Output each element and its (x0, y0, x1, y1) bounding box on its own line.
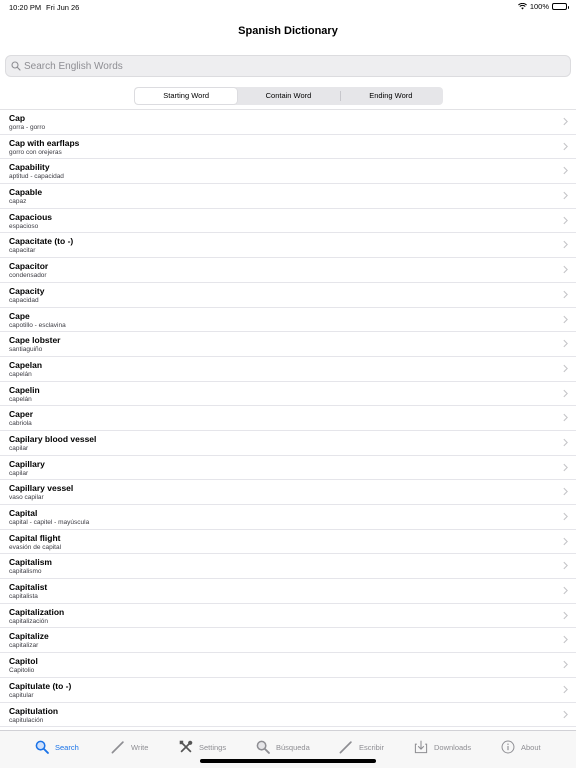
chevron-right-icon (563, 142, 568, 151)
chevron-right-icon (563, 364, 568, 373)
entry-translation: capitalista (9, 593, 38, 601)
entry-translation: evasión de capital (9, 543, 62, 551)
battery-percent: 100% (529, 2, 549, 11)
tab-search[interactable] (35, 739, 79, 755)
list-item[interactable] (0, 357, 576, 382)
entry-word: Cap with earflaps (9, 137, 80, 148)
search-icon (11, 61, 21, 71)
entry-translation: capitalización (9, 617, 49, 625)
page-title: Spanish Dictionary (238, 25, 338, 37)
chevron-right-icon (563, 265, 568, 274)
tab-label: Write (131, 742, 149, 752)
list-item[interactable] (0, 308, 576, 333)
entry-translation: capacidad (9, 296, 39, 304)
wifi-icon (518, 3, 527, 10)
tab-label: Downloads (434, 742, 472, 752)
entry-word: Cap (9, 113, 26, 123)
list-item[interactable] (0, 628, 576, 653)
tab-escribir[interactable] (339, 739, 384, 755)
list-item[interactable] (0, 703, 576, 728)
tab-label: Settings (199, 742, 227, 752)
list-item[interactable] (0, 110, 576, 135)
entry-word: Capital flight (9, 532, 61, 543)
chevron-right-icon (563, 512, 568, 521)
chevron-right-icon (563, 240, 568, 249)
chevron-right-icon (563, 191, 568, 200)
entry-translation: gorra - gorro (9, 124, 46, 131)
entry-translation: espacioso (9, 222, 39, 230)
list-item[interactable] (0, 135, 576, 160)
chevron-right-icon (563, 339, 568, 348)
entry-word: Capital (9, 508, 38, 518)
entry-word: Capitol (9, 656, 38, 667)
chevron-right-icon (563, 611, 568, 620)
chevron-right-icon (563, 537, 568, 546)
entry-translation: capital - capitel - mayúscula (9, 519, 90, 526)
segment-contain-word[interactable]: Contain Word (265, 91, 312, 100)
entry-word: Caper (9, 409, 34, 420)
word-list (0, 109, 576, 730)
list-item[interactable] (0, 579, 576, 604)
entry-word: Capability (9, 162, 50, 173)
battery-icon (552, 3, 567, 10)
list-item[interactable] (0, 382, 576, 407)
chevron-right-icon (563, 710, 568, 719)
chevron-right-icon (563, 438, 568, 447)
entry-translation: gorro con orejeras (9, 148, 62, 156)
list-item[interactable] (0, 233, 576, 258)
entry-word: Capelin (9, 384, 40, 395)
tools-icon (179, 740, 193, 754)
list-item[interactable] (0, 604, 576, 629)
entry-translation: capilar (9, 469, 29, 477)
chevron-right-icon (563, 586, 568, 595)
list-item[interactable] (0, 480, 576, 505)
segment-starting-word[interactable]: Starting Word (135, 88, 237, 104)
entry-translation: capelán (9, 395, 32, 403)
entry-word: Capitalist (9, 582, 48, 593)
tab-about[interactable] (501, 739, 541, 755)
info-icon (501, 740, 515, 754)
tab-downloads[interactable] (414, 739, 471, 755)
chevron-right-icon (563, 315, 568, 324)
entry-translation: capilar (9, 444, 29, 452)
chevron-right-icon (563, 166, 568, 175)
list-item[interactable] (0, 332, 576, 357)
status-time: 10:20 PM (9, 3, 42, 12)
tab-label: Búsqueda (276, 742, 310, 752)
entry-translation: capelán (9, 370, 32, 378)
entry-word: Capitulation (9, 705, 59, 716)
list-item[interactable] (0, 554, 576, 579)
tab-label: Search (55, 742, 79, 752)
entry-word: Capacitate (to -) (9, 236, 74, 247)
home-indicator (200, 759, 376, 763)
chevron-right-icon (563, 216, 568, 225)
search-bar[interactable] (5, 55, 571, 77)
entry-word: Capelan (9, 359, 43, 370)
entry-translation: capitalismo (9, 568, 42, 576)
entry-word: Cape lobster (9, 335, 61, 346)
list-item[interactable] (0, 505, 576, 530)
chevron-right-icon (563, 290, 568, 299)
entry-translation: aptitud - capacidad (9, 173, 64, 181)
list-item[interactable] (0, 431, 576, 456)
list-item[interactable] (0, 530, 576, 555)
entry-word: Cape (9, 310, 30, 321)
tab-settings[interactable] (179, 739, 226, 755)
entry-word: Capitalize (9, 631, 49, 642)
entry-word: Capable (9, 187, 43, 198)
chevron-right-icon (563, 117, 568, 126)
entry-word: Capitulate (to -) (9, 680, 72, 691)
entry-translation: capitalizar (9, 642, 39, 650)
list-item[interactable] (0, 159, 576, 184)
list-item[interactable] (0, 209, 576, 234)
entry-translation: capitulación (9, 716, 44, 724)
search-icon (256, 740, 270, 754)
entry-word: Capitalism (9, 557, 52, 568)
chevron-right-icon (563, 660, 568, 669)
list-item[interactable] (0, 653, 576, 678)
tab-write[interactable] (111, 739, 148, 755)
segment-ending-word[interactable]: Ending Word (340, 88, 442, 104)
tab-busqueda[interactable] (256, 739, 310, 755)
chevron-right-icon (563, 413, 568, 422)
entry-translation: santiaguiño (9, 346, 43, 354)
pencil-icon (111, 740, 125, 754)
entry-translation: vaso capilar (9, 494, 44, 502)
tab-label: Escribir (359, 742, 385, 752)
list-item[interactable] (0, 184, 576, 209)
entry-translation: cabriola (9, 420, 32, 428)
search-input[interactable] (24, 61, 544, 72)
list-item[interactable] (0, 678, 576, 703)
entry-translation: Capitolio (9, 667, 35, 675)
entry-word: Capillary (9, 458, 45, 469)
entry-translation: capotillo - esclavina (9, 321, 66, 329)
entry-word: Capilary blood vessel (9, 433, 97, 444)
entry-word: Capitalization (9, 606, 65, 617)
entry-translation: capaz (9, 198, 27, 206)
entry-word: Capacious (9, 211, 52, 222)
list-item[interactable] (0, 456, 576, 481)
download-icon (414, 740, 428, 754)
status-right (518, 2, 567, 11)
tab-label: About (521, 742, 541, 752)
entry-translation: condensador (9, 272, 47, 280)
chevron-right-icon (563, 635, 568, 644)
pencil-icon (339, 740, 353, 754)
entry-translation: capacitar (9, 247, 36, 255)
list-item[interactable] (0, 406, 576, 431)
entry-word: Capacity (9, 285, 45, 296)
chevron-right-icon (563, 685, 568, 694)
list-item[interactable] (0, 283, 576, 308)
chevron-right-icon (563, 463, 568, 472)
chevron-right-icon (563, 561, 568, 570)
status-bar (0, 0, 576, 14)
chevron-right-icon (563, 389, 568, 398)
entry-translation: capitular (9, 691, 34, 699)
list-item[interactable] (0, 258, 576, 283)
chevron-right-icon (563, 487, 568, 496)
entry-word: Capillary vessel (9, 483, 74, 494)
search-icon (35, 740, 49, 754)
entry-word: Capacitor (9, 261, 49, 272)
search-mode-segmented-control (134, 87, 443, 105)
status-date: Fri Jun 26 (46, 3, 80, 12)
